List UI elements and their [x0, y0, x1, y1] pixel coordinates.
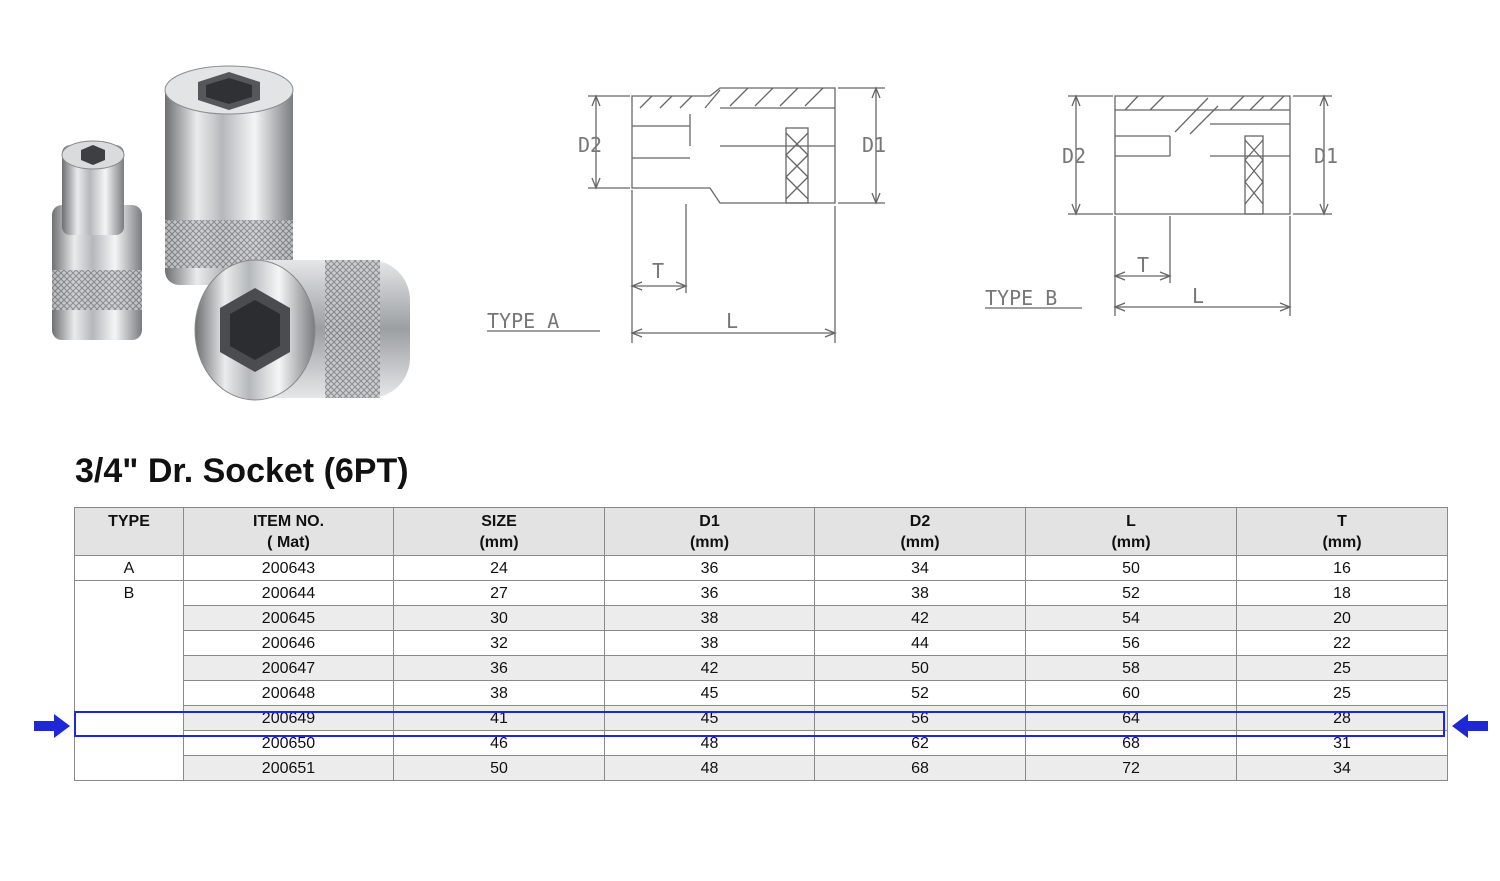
- d1-cell: 45: [605, 681, 815, 706]
- header-item-no: ITEM NO. ( Mat): [184, 508, 394, 556]
- item-no-cell: 200651: [184, 756, 394, 781]
- table-row: [75, 681, 1448, 706]
- item-no-cell: 200646: [184, 631, 394, 656]
- t-cell: 34: [1237, 756, 1448, 781]
- table-row: [75, 731, 1448, 756]
- l-cell: 72: [1026, 756, 1237, 781]
- d2-cell: 68: [815, 756, 1026, 781]
- table-row: [75, 581, 1448, 606]
- l-cell: 60: [1026, 681, 1237, 706]
- header-type: TYPE: [75, 508, 184, 556]
- d2-cell: 44: [815, 631, 1026, 656]
- l-cell: 54: [1026, 606, 1237, 631]
- d1-cell: 48: [605, 731, 815, 756]
- type-a-d1-label: D1: [862, 133, 887, 157]
- d1-cell: 36: [605, 556, 815, 581]
- type-cell: [75, 656, 184, 681]
- type-cell: [75, 731, 184, 756]
- size-cell: 38: [394, 681, 605, 706]
- d1-cell: 48: [605, 756, 815, 781]
- type-a-l-label: L: [726, 309, 739, 333]
- arrow-right-icon: [34, 714, 70, 738]
- type-a-d2-label: D2: [578, 133, 603, 157]
- type-cell: [75, 756, 184, 781]
- t-cell: 20: [1237, 606, 1448, 631]
- type-cell: [75, 631, 184, 656]
- l-cell: 58: [1026, 656, 1237, 681]
- size-cell: 27: [394, 581, 605, 606]
- type-a-label: TYPE A: [487, 309, 560, 333]
- l-cell: 52: [1026, 581, 1237, 606]
- type-cell: A: [75, 556, 184, 581]
- t-cell: 16: [1237, 556, 1448, 581]
- type-cell: [75, 681, 184, 706]
- d1-cell: 42: [605, 656, 815, 681]
- size-cell: 30: [394, 606, 605, 631]
- page-title: 3/4" Dr. Socket (6PT): [75, 452, 409, 490]
- t-cell: 28: [1237, 706, 1448, 731]
- type-cell: B: [75, 581, 184, 606]
- item-no-cell: 200647: [184, 656, 394, 681]
- l-cell: 56: [1026, 631, 1237, 656]
- table-row: [75, 556, 1448, 581]
- type-cell: [75, 706, 184, 731]
- item-no-cell: 200644: [184, 581, 394, 606]
- large-socket-image: [165, 66, 293, 285]
- d2-cell: 62: [815, 731, 1026, 756]
- header-size: SIZE (mm): [394, 508, 605, 556]
- type-b-l-label: L: [1192, 284, 1205, 308]
- t-cell: 25: [1237, 656, 1448, 681]
- t-cell: 18: [1237, 581, 1448, 606]
- header-l: L (mm): [1026, 508, 1237, 556]
- l-cell: 64: [1026, 706, 1237, 731]
- d2-cell: 34: [815, 556, 1026, 581]
- type-b-d2-label: D2: [1062, 144, 1087, 168]
- type-cell: [75, 606, 184, 631]
- t-cell: 22: [1237, 631, 1448, 656]
- size-cell: 24: [394, 556, 605, 581]
- item-no-cell: 200650: [184, 731, 394, 756]
- item-no-cell: 200648: [184, 681, 394, 706]
- header-d2: D2 (mm): [815, 508, 1026, 556]
- t-cell: 25: [1237, 681, 1448, 706]
- type-b-d1-label: D1: [1314, 144, 1339, 168]
- d1-cell: 38: [605, 631, 815, 656]
- type-b-drawing: [980, 88, 1340, 323]
- table-row: [75, 606, 1448, 631]
- spec-table: [74, 507, 1448, 781]
- header-t: T (mm): [1237, 508, 1448, 556]
- type-a-t-label: T: [652, 259, 665, 283]
- size-cell: 50: [394, 756, 605, 781]
- table-row-highlighted: [75, 706, 1448, 731]
- item-no-cell: 200643: [184, 556, 394, 581]
- item-no-cell: 200649: [184, 706, 394, 731]
- size-cell: 46: [394, 731, 605, 756]
- type-b-t-label: T: [1137, 253, 1150, 277]
- d1-cell: 38: [605, 606, 815, 631]
- table-header-row: [75, 508, 1448, 556]
- size-cell: 36: [394, 656, 605, 681]
- d2-cell: 56: [815, 706, 1026, 731]
- table-row: [75, 631, 1448, 656]
- d2-cell: 50: [815, 656, 1026, 681]
- small-socket-image: [52, 141, 142, 340]
- l-cell: 68: [1026, 731, 1237, 756]
- table-row: [75, 756, 1448, 781]
- d2-cell: 52: [815, 681, 1026, 706]
- d1-cell: 36: [605, 581, 815, 606]
- size-cell: 41: [394, 706, 605, 731]
- type-a-drawing: [480, 78, 887, 348]
- product-photo: [40, 60, 420, 415]
- t-cell: 31: [1237, 731, 1448, 756]
- arrow-left-icon: [1452, 714, 1488, 738]
- type-b-label: TYPE B: [985, 286, 1058, 310]
- d1-cell: 45: [605, 706, 815, 731]
- header-d1: D1 (mm): [605, 508, 815, 556]
- d2-cell: 42: [815, 606, 1026, 631]
- table-row: [75, 656, 1448, 681]
- size-cell: 32: [394, 631, 605, 656]
- lying-socket-image: [195, 260, 410, 400]
- d2-cell: 38: [815, 581, 1026, 606]
- l-cell: 50: [1026, 556, 1237, 581]
- item-no-cell: 200645: [184, 606, 394, 631]
